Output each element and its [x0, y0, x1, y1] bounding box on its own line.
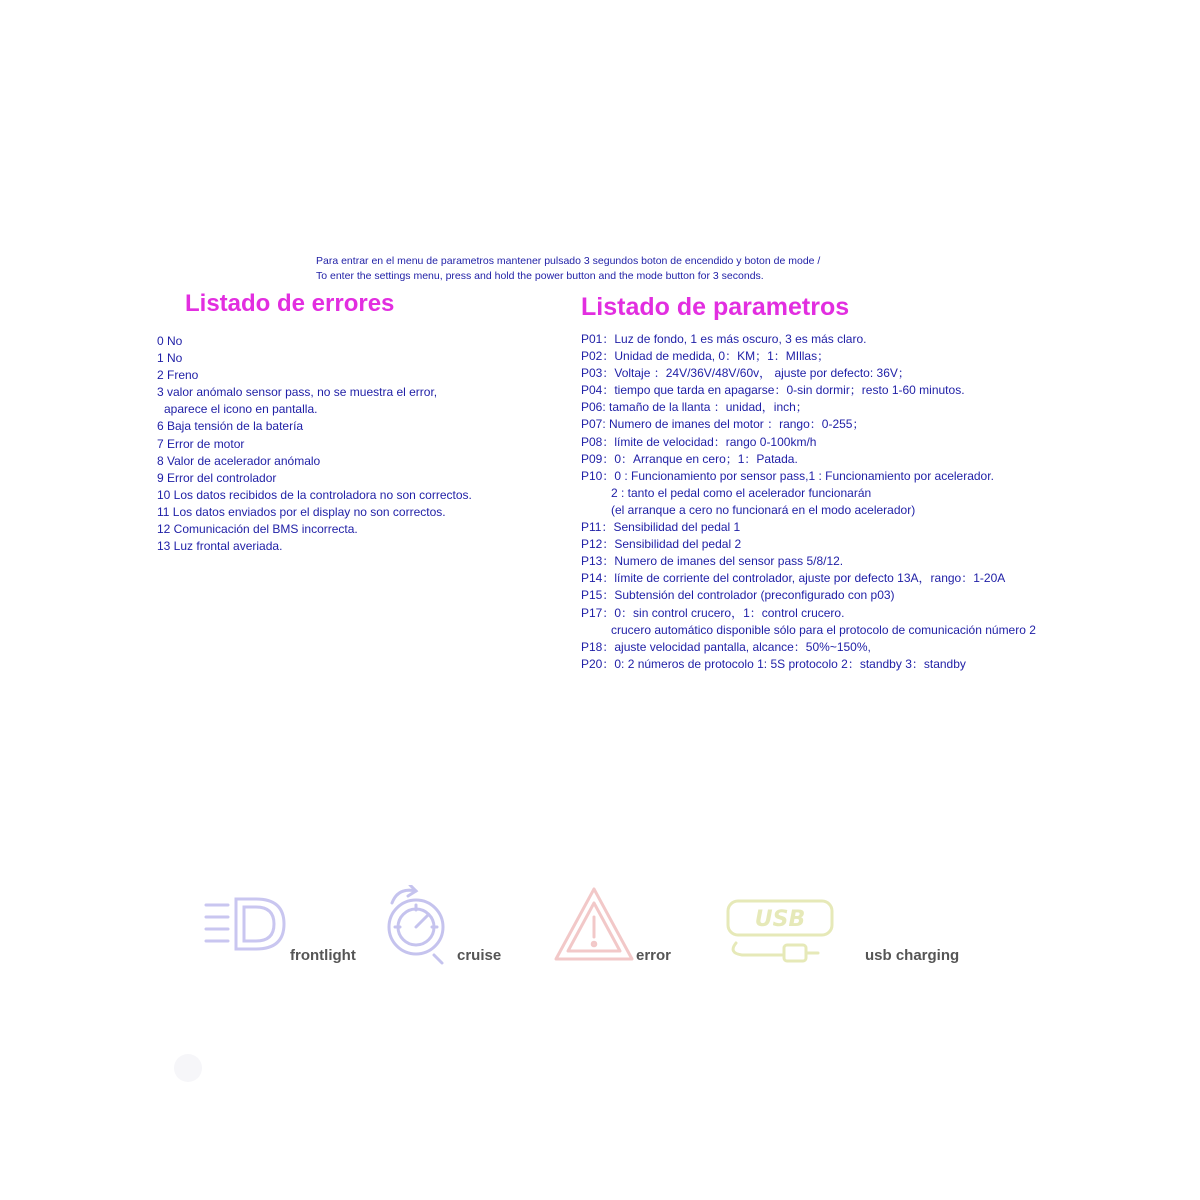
- error-item: 7 Error de motor: [157, 436, 245, 451]
- param-item: P20：0: 2 números de protocolo 1: 5S protocolo 2：standby 3：standby: [581, 656, 966, 671]
- error-item: 0 No: [157, 334, 183, 348]
- param-item: P02：Unidad de medida, 0：KM；1：MIllas；: [581, 349, 830, 364]
- params-heading: Listado de parametros: [581, 293, 850, 321]
- intro-instructions: [316, 254, 956, 284]
- param-item: P18：ajuste velocidad pantalla, alcance：50%~150%,: [581, 639, 871, 654]
- frontlight-label: frontlight: [290, 947, 356, 964]
- param-item-continuation: crucero automático disponible sólo para el protocolo de comunicación número 2: [611, 622, 1036, 637]
- param-item: P09：0：Arranque en cero；1：Patada.: [581, 451, 798, 466]
- error-label: error: [636, 947, 672, 964]
- error-item: 1 No: [157, 351, 183, 366]
- error-item: 12 Comunicación del BMS incorrecta.: [157, 522, 358, 537]
- error-item: 2 Freno: [157, 368, 199, 383]
- param-item: P14：límite de corriente del controlador, ajuste por defecto 13A，rango：1-20A: [581, 571, 1006, 586]
- errors-heading: Listado de errores: [185, 290, 395, 317]
- faint-mark-icon: [168, 1048, 208, 1088]
- frontlight-icon: [200, 893, 292, 955]
- param-item: P12：Sensibilidad del pedal 2: [581, 537, 742, 552]
- param-item: P03：Voltaje ：24V/36V/48V/60v， ajuste por defecto: 36V；: [581, 366, 910, 381]
- param-item: P13：Numero de imanes del sensor pass 5/8/12.: [581, 554, 844, 569]
- usb-icon-text: USB: [754, 907, 806, 932]
- errors-list: [157, 333, 557, 555]
- param-item: P04：tiempo que tarda en apagarse：0-sin dormir；resto 1-60 minutos.: [581, 383, 965, 398]
- error-item: 9 Error del controlador: [157, 470, 277, 485]
- usb-charging-label: usb charging: [865, 947, 960, 964]
- param-item: P07: Numero de imanes del motor ：rango：0-255；: [581, 417, 865, 432]
- param-item: P15：Subtensión del controlador (preconfigurado con p03): [581, 588, 895, 603]
- icon-legend: [200, 885, 1000, 985]
- error-item: 11 Los datos enviados por el display no son correctos.: [157, 504, 446, 519]
- param-item-continuation: 2 : tanto el pedal como el acelerador funcionarán: [611, 485, 872, 500]
- cruise-icon: [378, 885, 460, 967]
- intro-line-es: Para entrar en el menu de parametros mantener pulsado 3 segundos boton de encendido y boton de mode /: [316, 255, 821, 267]
- param-item-continuation: (el arranque a cero no funcionará en el modo acelerador): [611, 502, 916, 517]
- param-item: P01：Luz de fondo, 1 es más oscuro, 3 es más claro.: [581, 332, 867, 346]
- params-list: [581, 331, 1141, 673]
- param-item: P08：límite de velocidad：rango 0-100km/h: [581, 434, 817, 449]
- error-item: 6 Baja tensión de la batería: [157, 419, 304, 434]
- param-item: P11：Sensibilidad del pedal 1: [581, 520, 741, 535]
- intro-line-en: To enter the settings menu, press and hold the power button and the mode button for 3 seconds.: [316, 270, 764, 282]
- param-item: P17：0：sin control crucero，1：control crucero.: [581, 605, 845, 620]
- cruise-label: cruise: [457, 947, 502, 964]
- error-icon: [552, 885, 636, 965]
- usb-icon: [722, 895, 840, 965]
- error-item: 13 Luz frontal averiada.: [157, 539, 283, 554]
- error-item: 3 valor anómalo sensor pass, no se muestra el error,: [157, 385, 438, 400]
- error-item: 8 Valor de acelerador anómalo: [157, 453, 321, 468]
- param-item: P06: tamaño de la llanta ：unidad，inch；: [581, 400, 808, 415]
- error-item: 10 Los datos recibidos de la controladora no son correctos.: [157, 487, 472, 502]
- param-item: P10：0 : Funcionamiento por sensor pass,1 : Funcionamiento por acelerador.: [581, 468, 994, 483]
- error-item-continuation: aparece el icono en pantalla.: [164, 402, 318, 417]
